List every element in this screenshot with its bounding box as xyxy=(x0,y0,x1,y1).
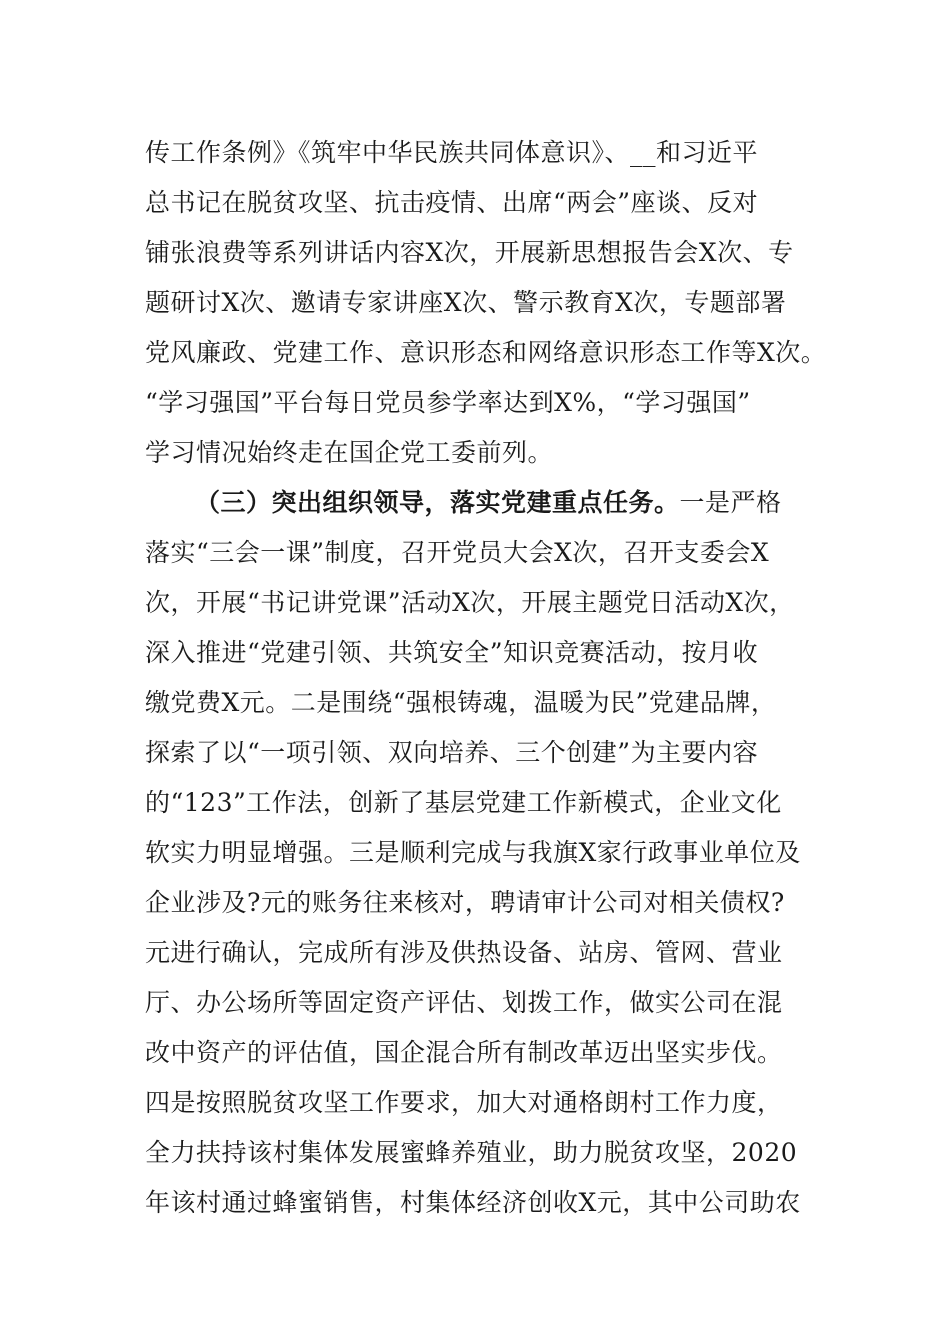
text-line: 企业涉及?元的账务往来核对，聘请审计公司对相关债权? xyxy=(145,888,785,917)
text-line: 深入推进“党建引领、共筑安全”知识竞赛活动，按月收 xyxy=(145,638,759,667)
section-heading-line xyxy=(145,478,825,528)
text-line: 落实“三会一课”制度，召开党员大会X次，召开支委会X xyxy=(145,538,770,567)
text-line: 四是按照脱贫攻坚工作要求，加大对通格朗村工作力度， xyxy=(145,1088,783,1117)
text-line: 元进行确认，完成所有涉及供热设备、站房、管网、营业 xyxy=(145,938,783,967)
text-line: 学习情况始终走在国企党工委前列。 xyxy=(145,438,554,467)
text-line: 铺张浪费等系列讲话内容X次，开展新思想报告会X次、专 xyxy=(145,238,794,267)
text-line: 年该村通过蜂蜜销售，村集体经济创收X元，其中公司助农 xyxy=(145,1188,801,1217)
text-line: 传工作条例》《筑牢中华民族共同体意识》、__和习近平 xyxy=(145,138,759,167)
text-line: 厅、办公场所等固定资产评估、划拨工作，做实公司在混 xyxy=(145,988,783,1017)
section-heading-tail: 一是严格 xyxy=(679,488,782,517)
body-text xyxy=(145,128,825,1228)
text-line: 题研讨X次、邀请专家讲座X次、警示教育X次，专题部署 xyxy=(145,288,787,317)
text-line: 全力扶持该村集体发展蜜蜂养殖业，助力脱贫攻坚，2020 xyxy=(145,1138,798,1167)
text-line: 探索了以“一项引领、双向培养、三个创建”为主要内容 xyxy=(145,738,759,767)
text-line: 党风廉政、党建工作、意识形态和网络意识形态工作等X次。 xyxy=(145,338,827,367)
text-line: 软实力明显增强。三是顺利完成与我旗X家行政事业单位及 xyxy=(145,838,801,867)
text-line: 缴党费X元。二是围绕“强根铸魂，温暖为民”党建品牌， xyxy=(145,688,777,717)
text-line: 次，开展“书记讲党课”活动X次，开展主题党日活动X次， xyxy=(145,588,795,617)
text-line: 总书记在脱贫攻坚、抗击疫情、出席“两会”座谈、反对 xyxy=(145,188,759,217)
text-line: 改中资产的评估值，国企混合所有制改革迈出坚实步伐。 xyxy=(145,1038,783,1067)
text-line: “学习强国”平台每日党员参学率达到X%，“学习强国” xyxy=(145,388,751,417)
section-heading: （三）突出组织领导，落实党建重点任务。 xyxy=(195,488,680,517)
text-line: 的“123”工作法，创新了基层党建工作新模式，企业文化 xyxy=(145,788,782,817)
